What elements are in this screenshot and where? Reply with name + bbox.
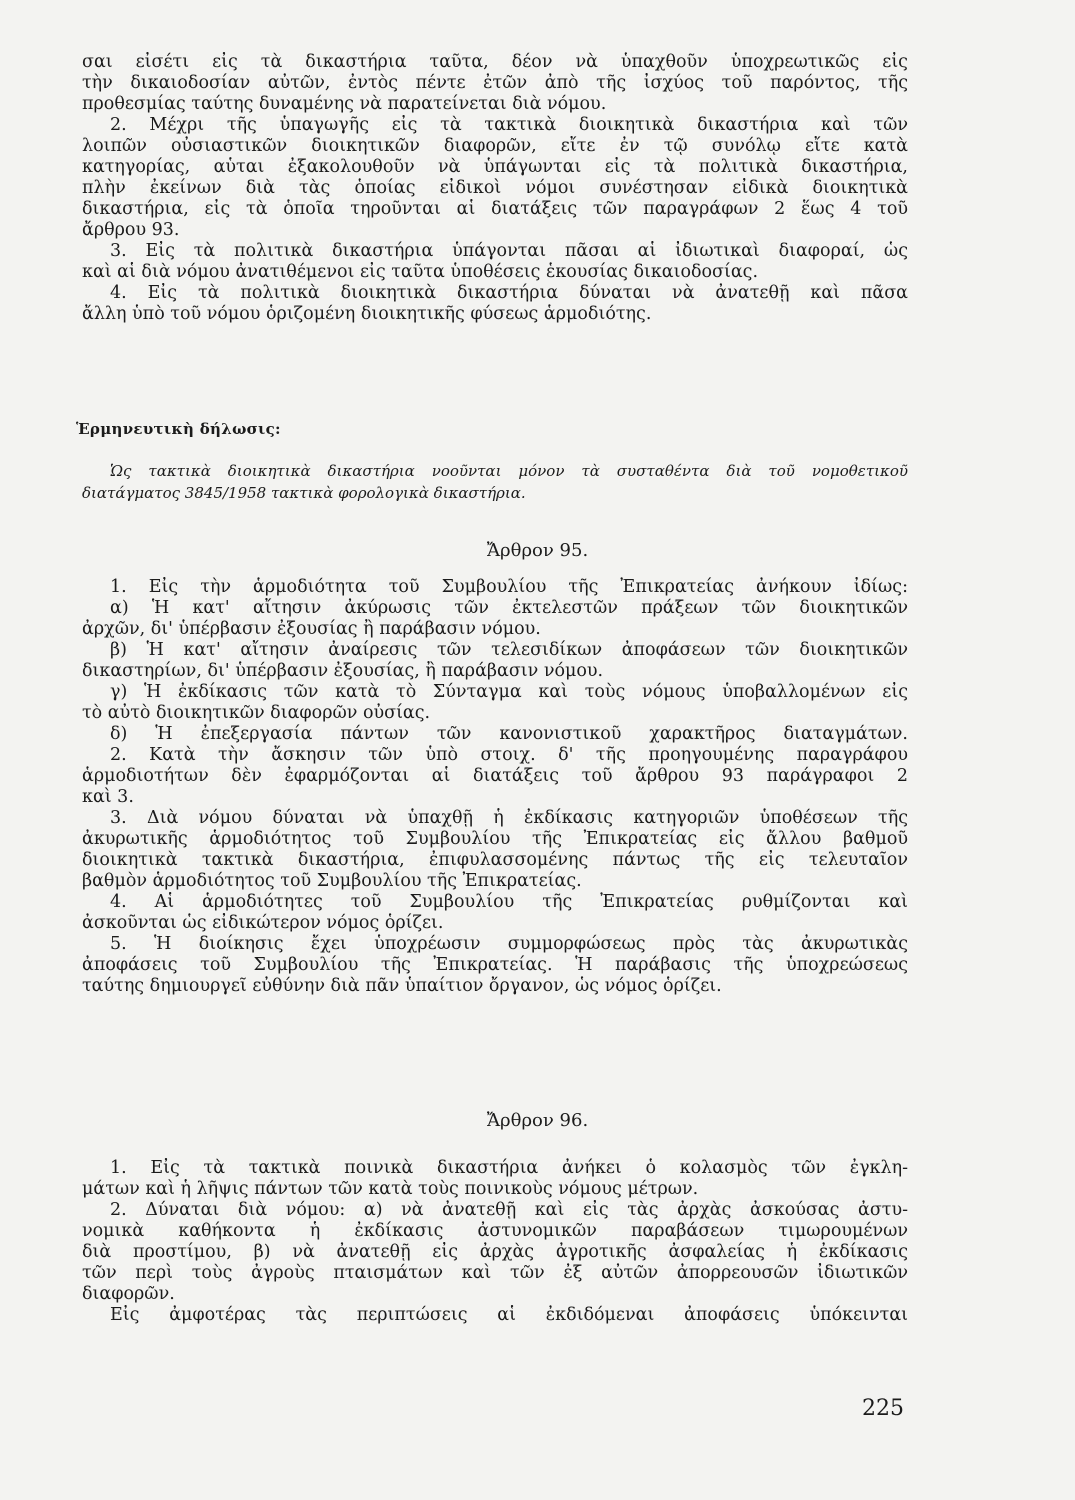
article-95-body	[82, 577, 908, 997]
text-line: τὸ αὐτὸ διοικητικῶν διαφορῶν οὐσίας.	[82, 703, 431, 723]
text-line: 1. Εἰς τὴν ἁρμοδιότητα τοῦ Συμβουλίου τῆς Ἐπικρατείας ἀνήκουν ἰδίως:	[110, 577, 908, 597]
text-line: τῶν περὶ τοὺς ἀγροὺς πταισμάτων καὶ τῶν ἐξ αὐτῶν ἀπορρεουσῶν ἰδιωτικῶν	[82, 1263, 908, 1283]
text-line: διαφορῶν.	[82, 1284, 175, 1304]
text-line: δ) Ἡ ἐπεξεργασία πάντων τῶν κανονιστικοῦ χαρακτῆρος διαταγμάτων.	[110, 724, 908, 744]
text-line: 5. Ἡ διοίκησις ἔχει ὑποχρέωσιν συμμορφώσεως πρὸς τὰς ἀκυρωτικὰς	[110, 934, 908, 954]
text-line: ἀποφάσεις τοῦ Συμβουλίου τῆς Ἐπικρατείας. Ἡ παράβασις τῆς ὑποχρεώσεως	[82, 955, 908, 975]
text-line: κατηγορίας, αὗται ἐξακολουθοῦν νὰ ὑπάγωνται εἰς τὰ πολιτικὰ δικαστήρια,	[82, 157, 908, 177]
text-line: ἀρχῶν, δι' ὑπέρβασιν ἐξουσίας ἢ παράβασιν νόμου.	[82, 619, 541, 639]
text-line: 3. Εἰς τὰ πολιτικὰ δικαστήρια ὑπάγονται πᾶσαι αἱ ἰδιωτικαὶ διαφοραί, ὡς	[110, 241, 908, 261]
text-line: 2. Δύναται διὰ νόμου: α) νὰ ἀνατεθῇ καὶ εἰς τὰς ἀρχὰς ἀσκούσας ἀστυ-	[110, 1200, 908, 1220]
text-line: Ὡς τακτικὰ διοικητικὰ δικαστήρια νοοῦνται μόνον τὰ συσταθέντα διὰ τοῦ νομοθετικοῦ	[110, 462, 908, 480]
page-number: 225	[862, 1396, 904, 1421]
text-line: προθεσμίας ταύτης δυναμένης νὰ παρατείνεται διὰ νόμου.	[82, 94, 607, 114]
text-line: ἀκυρωτικῆς ἁρμοδιότητος τοῦ Συμβουλίου τῆς Ἐπικρατείας εἰς ἄλλου βαθμοῦ	[82, 829, 908, 849]
article-95-title: Ἄρθρον 95.	[486, 540, 589, 561]
text-line: ἄλλη ὑπὸ τοῦ νόμου ὁριζομένη διοικητικῆς φύσεως ἁρμοδιότης.	[82, 304, 652, 324]
text-line: ἀσκοῦνται ὡς εἰδικώτερον νόμος ὁρίζει.	[82, 913, 444, 933]
text-line: 1. Εἰς τὰ τακτικὰ ποινικὰ δικαστήρια ἀνήκει ὁ κολασμὸς τῶν ἐγκλη-	[110, 1158, 908, 1178]
text-line: καὶ 3.	[82, 787, 134, 807]
text-line: μάτων καὶ ἡ λῆψις πάντων τῶν κατὰ τοὺς ποινικοὺς νόμους μέτρων.	[82, 1179, 699, 1199]
text-line: τὴν δικαιοδοσίαν αὐτῶν, ἐντὸς πέντε ἐτῶν ἀπὸ τῆς ἰσχύος τοῦ παρόντος, τῆς	[82, 73, 908, 93]
text-line: νομικὰ καθήκοντα ἡ ἐκδίκασις ἀστυνομικῶν παραβάσεων τιμωρουμένων	[82, 1221, 908, 1241]
text-line: διατάγματος 3845/1958 τακτικὰ φορολογικὰ δικαστήρια.	[82, 484, 526, 502]
text-line: ἄρθρου 93.	[82, 220, 180, 240]
text-line: δικαστηρίων, δι' ὑπέρβασιν ἐξουσίας, ἢ παράβασιν νόμου.	[82, 661, 604, 681]
text-line: διὰ προστίμου, β) νὰ ἀνατεθῇ εἰς ἀρχὰς ἀγροτικῆς ἀσφαλείας ἡ ἐκδίκασις	[82, 1242, 908, 1262]
text-line: 3. Διὰ νόμου δύναται νὰ ὑπαχθῇ ἡ ἐκδίκασις κατηγοριῶν ὑποθέσεων τῆς	[110, 808, 908, 828]
interpretive-declaration-text	[82, 460, 908, 504]
text-line: 2. Μέχρι τῆς ὑπαγωγῆς εἰς τὰ τακτικὰ διοικητικὰ δικαστήρια καὶ τῶν	[110, 115, 908, 135]
article-96-title: Ἄρθρον 96.	[486, 1110, 589, 1131]
text-line: 4. Αἱ ἁρμοδιότητες τοῦ Συμβουλίου τῆς Ἐπικρατείας ρυθμίζονται καὶ	[110, 892, 908, 912]
text-line: σαι εἰσέτι εἰς τὰ δικαστήρια ταῦτα, δέον νὰ ὑπαχθοῦν ὑποχρεωτικῶς εἰς	[82, 52, 908, 72]
text-line: α) Ἡ κατ' αἴτησιν ἀκύρωσις τῶν ἐκτελεστῶν πράξεων τῶν διοικητικῶν	[110, 598, 908, 618]
text-line: ταύτης δημιουργεῖ εὐθύνην διὰ πᾶν ὑπαίτιον ὄργανον, ὡς νόμος ὁρίζει.	[82, 976, 722, 996]
text-line: β) Ἡ κατ' αἴτησιν ἀναίρεσις τῶν τελεσιδίκων ἀποφάσεων τῶν διοικητικῶν	[110, 640, 908, 660]
text-line: Εἰς ἀμφοτέρας τὰς περιπτώσεις αἱ ἐκδιδόμεναι ἀποφάσεις ὑπόκεινται	[110, 1305, 908, 1325]
text-line: διοικητικὰ τακτικὰ δικαστήρια, ἐπιφυλασσομένης πάντως τῆς εἰς τελευταῖον	[82, 850, 908, 870]
article-94-continuation	[82, 52, 908, 325]
text-line: λοιπῶν οὐσιαστικῶν διοικητικῶν διαφορῶν, εἴτε ἐν τῷ συνόλῳ εἴτε κατὰ	[82, 136, 908, 156]
text-line: γ) Ἡ ἐκδίκασις τῶν κατὰ τὸ Σύνταγμα καὶ τοὺς νόμους ὑποβαλλομένων εἰς	[110, 682, 908, 702]
interpretive-declaration-label: Ἑρμηνευτικὴ δήλωσις:	[76, 420, 281, 438]
text-line: καὶ αἱ διὰ νόμου ἀνατιθέμενοι εἰς ταῦτα ὑποθέσεις ἑκουσίας δικαιοδοσίας.	[82, 262, 759, 282]
text-line: δικαστήρια, εἰς τὰ ὁποῖα τηροῦνται αἱ διατάξεις τῶν παραγράφων 2 ἕως 4 τοῦ	[82, 199, 908, 219]
text-line: πλὴν ἐκείνων διὰ τὰς ὁποίας εἰδικοὶ νόμοι συνέστησαν εἰδικὰ διοικητικὰ	[82, 178, 908, 198]
text-line: 2. Κατὰ τὴν ἄσκησιν τῶν ὑπὸ στοιχ. δ' τῆς προηγουμένης παραγράφου	[110, 745, 908, 765]
text-line: 4. Εἰς τὰ πολιτικὰ διοικητικὰ δικαστήρια δύναται νὰ ἀνατεθῇ καὶ πᾶσα	[110, 283, 908, 303]
article-96-body	[82, 1158, 908, 1326]
text-line: ἁρμοδιοτήτων δὲν ἐφαρμόζονται αἱ διατάξεις τοῦ ἄρθρου 93 παράγραφοι 2	[82, 766, 908, 786]
text-line: βαθμὸν ἁρμοδιότητος τοῦ Συμβουλίου τῆς Ἐπικρατείας.	[82, 871, 582, 891]
